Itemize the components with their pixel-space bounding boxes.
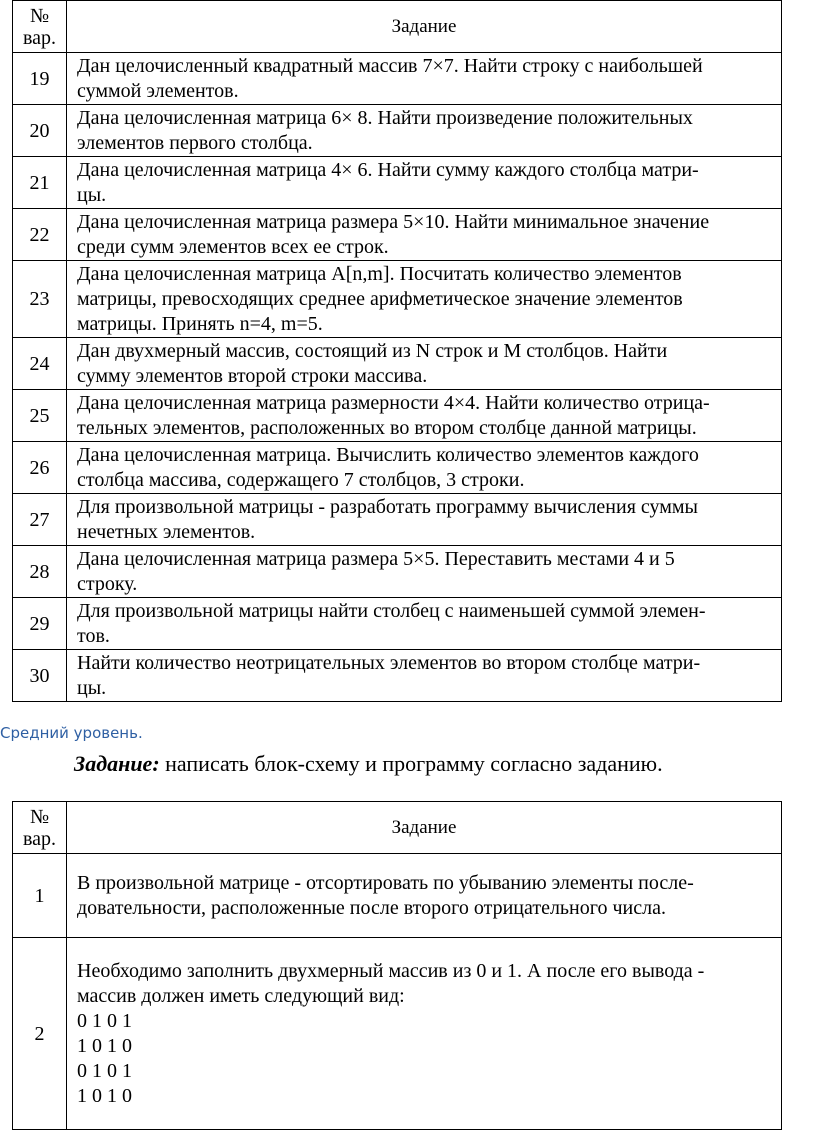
variant-number: 30 (13, 650, 67, 702)
task-text-line: Дана целочисленная матрица размера 5×5. Переставить местами 4 и 5 (77, 548, 675, 570)
task-text-line: Дана целочисленная матрица. Вычислить количество элементов каждого (77, 444, 699, 466)
task-text-line: Найти количество неотрицательных элементов во втором столбце матри- (77, 652, 701, 674)
task-instruction (74, 751, 663, 777)
task-text (67, 261, 782, 338)
tasks-table-basic-body (13, 1, 782, 702)
task-text-line: В произвольной матрице - отсортировать по убыванию элементы после- (77, 871, 694, 894)
task-instruction-text: написать блок-схему и программу согласно заданию. (159, 751, 663, 776)
table-row (13, 209, 782, 261)
task-text (67, 53, 782, 105)
table-row (13, 650, 782, 702)
task-text-line: среди сумм элементов всех ее строк. (77, 236, 389, 258)
header-variant-number-line: № (29, 805, 50, 828)
header-variant-number (13, 1, 67, 53)
table-row (13, 546, 782, 598)
header-variant-number-line: вар. (22, 827, 57, 850)
task-text-line: Дан целочисленный квадратный массив 7×7. Найти строку с наибольшей (77, 55, 703, 77)
task-text-line: Дана целочисленная матрица 4× 6. Найти сумму каждого столбца матри- (77, 159, 699, 181)
table-row (13, 938, 782, 1130)
task-text-line: Для произвольной матрицы - разработать программу вычисления суммы (77, 496, 698, 518)
variant-number: 26 (13, 442, 67, 494)
tasks-table-medium-body (13, 802, 782, 1130)
header-variant-number-line: № (29, 4, 50, 27)
header-variant-number (13, 802, 67, 854)
task-text-line: матрицы, превосходящих среднее арифметическое значение элементов (77, 288, 683, 310)
task-text-line: Дана целочисленная матрица 6× 8. Найти произведение положительных (77, 107, 693, 129)
task-text (67, 650, 782, 702)
task-text-line: 1 0 1 0 (77, 1084, 132, 1107)
task-text (67, 157, 782, 209)
task-text-line: сумму элементов второй строки массива. (77, 365, 428, 387)
variant-number: 1 (13, 854, 67, 938)
task-text-line: Дана целочисленная матрица A[n,m]. Посчитать количество элементов (77, 263, 682, 285)
task-text (67, 938, 782, 1130)
variant-number: 19 (13, 53, 67, 105)
header-task: Задание (67, 1, 782, 53)
task-text (67, 598, 782, 650)
task-text-line: суммой элементов. (77, 80, 239, 102)
task-text-line: 0 1 0 1 (77, 1009, 132, 1032)
table-row (13, 261, 782, 338)
table-row (13, 598, 782, 650)
table-row (13, 157, 782, 209)
task-text-line: матрицы. Принять n=4, m=5. (77, 313, 323, 335)
header-variant-number-line: вар. (22, 26, 57, 49)
task-text-line: тов. (77, 625, 110, 647)
task-text-line: Дана целочисленная матрица размерности 4×4. Найти количество отрица- (77, 392, 710, 414)
task-text-line: нечетных элементов. (77, 521, 256, 543)
tasks-table-basic (12, 0, 782, 702)
variant-number: 2 (13, 938, 67, 1130)
task-text (67, 546, 782, 598)
task-text-line: цы. (77, 184, 107, 206)
task-text-line: 0 1 0 1 (77, 1059, 132, 1082)
task-instruction-label: Задание: (74, 751, 160, 776)
task-text-line: цы. (77, 677, 107, 699)
table-row (13, 390, 782, 442)
task-text-line: элементов первого столбца. (77, 132, 313, 154)
header-task: Задание (67, 802, 782, 854)
table-row (13, 105, 782, 157)
table-row (13, 53, 782, 105)
variant-number: 28 (13, 546, 67, 598)
table-row (13, 338, 782, 390)
task-text-line: тельных элементов, расположенных во втором столбце данной матрицы. (77, 417, 697, 439)
variant-number: 27 (13, 494, 67, 546)
task-text-line: Для произвольной матрицы найти столбец с наименьшей суммой элемен- (77, 600, 706, 622)
section-title-medium-level: Средний уровень. (0, 724, 143, 742)
task-text-line: массив должен иметь следующий вид: (77, 984, 405, 1007)
table-header-row (13, 802, 782, 854)
task-text (67, 442, 782, 494)
variant-number: 25 (13, 390, 67, 442)
table-header-row (13, 1, 782, 53)
table-row (13, 442, 782, 494)
variant-number: 24 (13, 338, 67, 390)
variant-number: 23 (13, 261, 67, 338)
variant-number: 22 (13, 209, 67, 261)
variant-number: 29 (13, 598, 67, 650)
task-text (67, 209, 782, 261)
task-text-line: столбца массива, содержащего 7 столбцов, 3 строки. (77, 469, 525, 491)
task-text-line: 1 0 1 0 (77, 1034, 132, 1057)
task-text-line: Дана целочисленная матрица размера 5×10. Найти минимальное значение (77, 211, 710, 233)
task-text (67, 338, 782, 390)
task-text-line: Необходимо заполнить двухмерный массив из 0 и 1. А после его вывода - (77, 959, 705, 982)
variant-number: 21 (13, 157, 67, 209)
tasks-table-medium (12, 801, 782, 1130)
variant-number: 20 (13, 105, 67, 157)
task-text-line: строку. (77, 573, 138, 595)
table-row (13, 494, 782, 546)
task-text (67, 105, 782, 157)
task-text (67, 494, 782, 546)
task-text-line: Дан двухмерный массив, состоящий из N строк и M столбцов. Найти (77, 340, 668, 362)
task-text-line: довательности, расположенные после второго отрицательного числа. (77, 896, 666, 919)
task-text (67, 854, 782, 938)
task-text (67, 390, 782, 442)
table-row (13, 854, 782, 938)
